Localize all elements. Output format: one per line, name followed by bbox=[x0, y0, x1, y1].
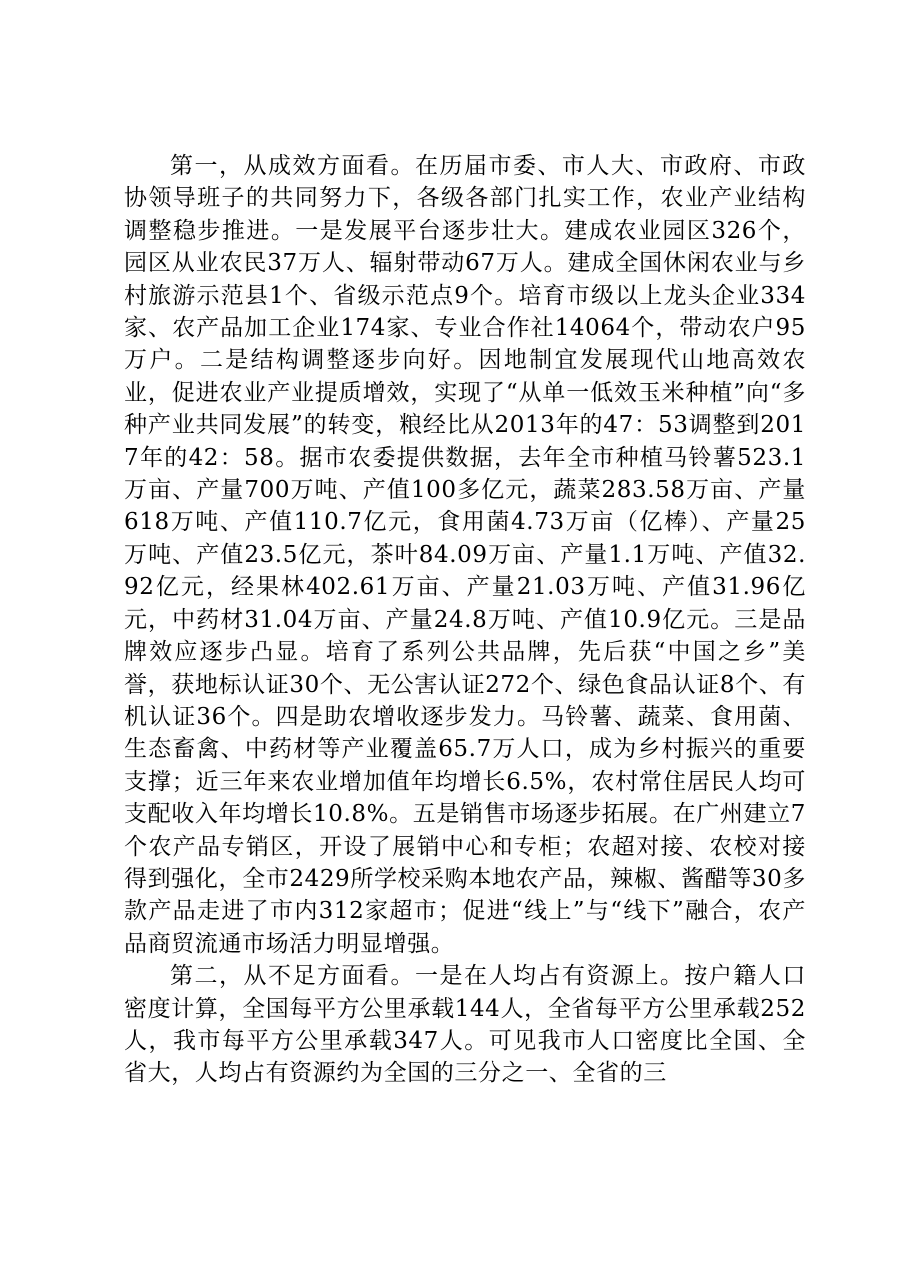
document-page bbox=[124, 150, 806, 1090]
paragraph-achievements: 第一，从成效方面看。在历届市委、市人大、市政府、市政协领导班子的共同努力下，各级各部门扎实工作，农业产业结构调整稳步推进。一是发展平台逐步壮大。建成农业园区326个，园区从业农民37万人、辐射带动67万人。建成全国休闲农业与乡村旅游示范县1个、省级示范点9个。培育市级以上龙头企业334家、农产品加工企业174家、专业合作社14064个，带动农户95万户。二是结构调整逐步向好。因地制宜发展现代山地高效农业，促进农业产业提质增效，实现了“从单一低效玉米种植”向“多种产业共同发展”的转变，粮经比从2013年的47：53调整到2017年的42：58。据市农委提供数据，去年全市种植马铃薯523.1万亩、产量700万吨、产值100多亿元，蔬菜283.58万亩、产量618万吨、产值110.7亿元，食用菌4.73万亩（亿棒）、产量25万吨、产值23.5亿元，茶叶84.09万亩、产量1.1万吨、产值32.92亿元，经果林402.61万亩、产量21.03万吨、产值31.96亿元，中药材31.04万亩、产量24.8万吨、产值10.9亿元。三是品牌效应逐步凸显。培育了系列公共品牌，先后获“中国之乡”美誉，获地标认证30个、无公害认证272个、绿色食品认证8个、有机认证36个。四是助农增收逐步发力。马铃薯、蔬菜、食用菌、生态畜禽、中药材等产业覆盖65.7万人口，成为乡村振兴的重要支撑；近三年来农业增加值年均增长6.5%，农村常住居民人均可支配收入年均增长10.8%。五是销售市场逐步拓展。在广州建立7个农产品专销区，开设了展销中心和专柜；农超对接、农校对接得到强化，全市2429所学校采购本地农产品，辣椒、酱醋等30多款产品走进了市内312家超市；促进“线上”与“线下”融合，农产品商贸流通市场活力明显增强。 bbox=[124, 153, 806, 957]
paragraph-shortcomings: 第二，从不足方面看。一是在人均占有资源上。按户籍人口密度计算，全国每平方公里承载144人，全省每平方公里承载252人，我市每平方公里承载347人。可见我市人口密度比全国、全省大，人均占有资源约为全国的三分之一、全省的三 bbox=[124, 963, 806, 1087]
